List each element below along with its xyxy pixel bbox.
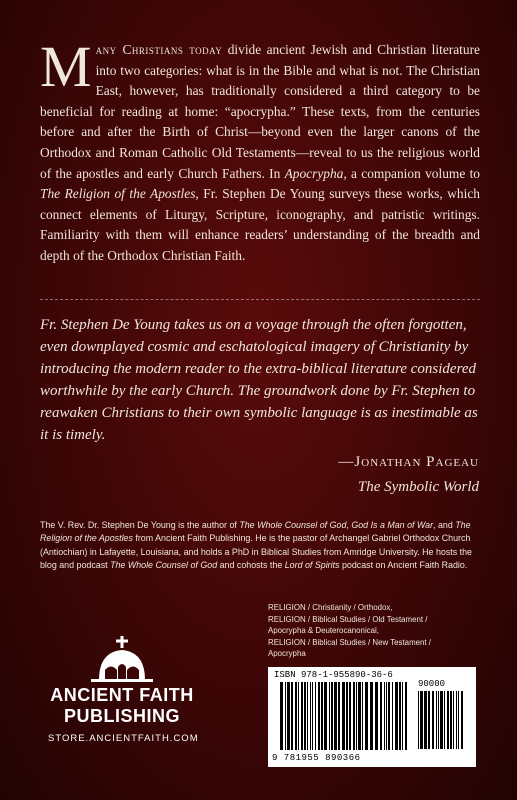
- category-line: Apocrypha & Deuterocanonical,: [268, 626, 379, 635]
- barcode-bar: [405, 682, 407, 750]
- barcode-bar: [450, 691, 452, 749]
- barcode-bar: [349, 682, 351, 750]
- bio-text: The V. Rev. Dr. Stephen De Young is the author of: [40, 520, 240, 530]
- barcode-bar: [365, 682, 368, 750]
- barcode-bar: [458, 691, 459, 749]
- barcode-bar: [436, 691, 437, 749]
- bio-book-title: The Religion of the Apostles: [40, 520, 471, 544]
- back-cover-blurb: [40, 34, 481, 267]
- barcode-bar: [420, 691, 423, 749]
- endorsement-quote: Fr. Stephen De Young takes us on a voyage through the often forgotten, even downplayed cosmic and eschatological imagery of Christianity by introducing the modern reader to the extra-biblical literature considered worthwhile by the early Church. The groundwork done by Fr. Stephen to reawaken Christians to their own symbolic language is as inestimable as it is timely.: [40, 317, 478, 443]
- barcode-bar: [312, 682, 313, 750]
- barcode-bar: [291, 682, 293, 750]
- bio-book-title: The Whole Counsel of God: [239, 520, 347, 530]
- barcode-bar: [285, 682, 286, 750]
- barcode-bar: [315, 682, 316, 750]
- bio-text: and cohosts the: [217, 560, 285, 571]
- bisac-categories: [268, 602, 488, 660]
- barcode-bar: [444, 691, 445, 749]
- barcode-bar: [329, 682, 330, 750]
- blurb-title-apocrypha: Apocrypha: [284, 165, 344, 181]
- barcode-bar: [370, 682, 373, 750]
- barcode-bar: [380, 682, 382, 750]
- isbn-barcode: [268, 667, 476, 767]
- barcode-bar: [388, 682, 390, 750]
- blurb-text-1: divide ancient Jewish and Christian literature into two categories: what is in the Bible and what is not. The Christian East, however, has traditionally considered a third category to be beneficial for reading at home: “apocrypha.” These texts, from the centuries before and after the Birth of Christ—beyond even the larger canons of the Orthodox and Roman Catholic Old Testaments—reveal to us the religious world of the apostles and early Church Fathers. In: [40, 42, 480, 181]
- barcode-bar: [324, 682, 327, 750]
- publisher-logo-block: [48, 636, 199, 744]
- drop-cap: M: [40, 34, 92, 99]
- barcode-bar: [418, 691, 419, 749]
- barcode-digits: 9 781955 890366: [272, 753, 361, 763]
- barcode-bar: [447, 691, 449, 749]
- publisher-name-line-1: ANCIENT FAITH: [50, 685, 194, 705]
- barcode-bar: [392, 682, 393, 750]
- barcode-bar: [362, 682, 363, 750]
- barcode-bar: [461, 691, 463, 749]
- publisher-name-line-2: PUBLISHING: [63, 706, 180, 726]
- barcode-bar: [301, 682, 303, 750]
- barcode-bar: [356, 682, 357, 750]
- bio-text: ,: [346, 520, 352, 530]
- section-divider: [40, 299, 480, 300]
- publisher-url: STORE.ANCIENTFAITH.COM: [48, 733, 199, 744]
- blurb-text-3: , Fr. Stephen De Young surveys these works, which connect elements of Liturgy, Scripture, iconography, and patristic writings. Familiarity with them will enhance readers’ understanding of the breadth and depth of the Orthodox Christian Faith.: [40, 186, 480, 263]
- barcode-bar: [384, 682, 385, 750]
- barcode-bar: [402, 682, 403, 750]
- barcode-bar: [432, 691, 434, 749]
- barcode-bar: [346, 682, 348, 750]
- isbn-number: ISBN 978-1-955890-36-6: [274, 670, 393, 680]
- barcode-bar: [310, 682, 311, 750]
- barcode-bar: [287, 682, 290, 750]
- bio-podcast-title: Lord of Spirits: [284, 560, 340, 571]
- barcode-bar: [331, 682, 333, 750]
- barcode-bar: [280, 682, 283, 750]
- barcode-bar: [399, 682, 401, 750]
- barcode-bar: [304, 682, 306, 750]
- barcode-bar: [295, 682, 297, 750]
- author-bio: [40, 519, 485, 573]
- barcode-bar: [321, 682, 323, 750]
- barcode-bar: [453, 691, 454, 749]
- barcode-bar: [456, 691, 457, 749]
- bio-text: from Ancient Faith Publishing. He is the pastor of Archangel Gabriel Orthodox Church (Antiochian) in Lafayette, Louisiana, and holds a PhD in Biblical Studies from Amridge University. He hosts the blog and podcast: [40, 533, 472, 571]
- church-dome-cross-icon: [87, 636, 157, 682]
- bio-podcast-title: The Whole Counsel of God: [110, 560, 218, 571]
- barcode-bar: [424, 691, 427, 749]
- barcode-bar: [334, 682, 337, 750]
- barcode-bar: [353, 682, 355, 750]
- barcode-bar: [338, 682, 340, 750]
- category-line: RELIGION / Biblical Studies / New Testament /: [268, 637, 431, 647]
- barcode-bar: [440, 691, 443, 749]
- publisher-name: [48, 685, 196, 727]
- blurb-text-2: , a companion volume to: [343, 165, 481, 181]
- endorser-name: —Jonathan Pageau: [338, 454, 479, 470]
- category-line: RELIGION / Biblical Studies / Old Testament /: [268, 614, 428, 624]
- barcode-addon-bars-icon: [418, 691, 464, 749]
- price-code: 90000: [418, 679, 446, 689]
- barcode-bar: [342, 682, 345, 750]
- barcode-bar: [318, 682, 320, 750]
- barcode-bar: [298, 682, 299, 750]
- barcode-bar: [395, 682, 398, 750]
- bio-text: , and: [433, 520, 456, 530]
- barcode-bar: [375, 682, 378, 750]
- blurb-lead-words: any Christians today: [95, 42, 223, 57]
- barcode-bars-icon: [280, 682, 408, 750]
- barcode-bar: [358, 682, 361, 750]
- endorser-affiliation: The Symbolic World: [357, 479, 479, 495]
- category-line: Apocrypha: [268, 649, 306, 658]
- barcode-bar: [386, 682, 387, 750]
- blurb-title-religion-of-apostles: The Religion of the Apostles: [40, 186, 196, 202]
- bio-book-title: God Is a Man of War: [351, 520, 434, 530]
- barcode-bar: [307, 682, 308, 750]
- barcode-bar: [438, 691, 439, 749]
- bio-text: podcast on Ancient Faith Radio.: [339, 560, 468, 571]
- barcode-bar: [428, 691, 430, 749]
- category-line: RELIGION / Christianity / Orthodox,: [268, 603, 393, 612]
